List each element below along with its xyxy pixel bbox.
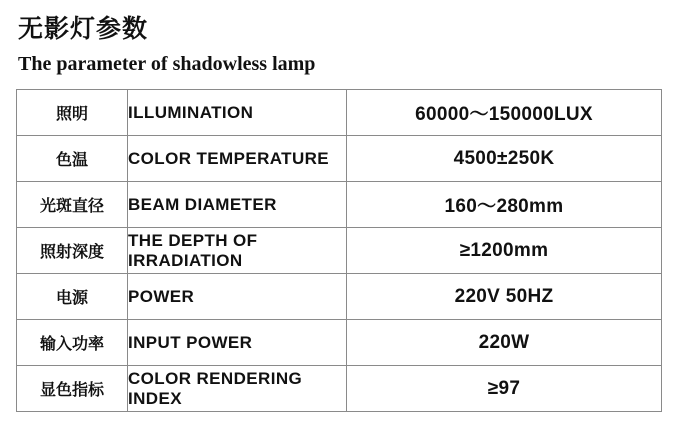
row-label-chinese: 色温 [17,136,128,182]
row-value: 4500±250K [347,136,662,182]
table-row [17,182,662,228]
row-label-english: COLOR RENDERING INDEX [128,366,347,412]
table-row [17,274,662,320]
table-body [17,90,662,412]
row-value: 220V 50HZ [347,274,662,320]
table-row [17,228,662,274]
specification-table [16,89,662,412]
row-value: 60000～150000LUX [347,90,662,136]
row-label-english: BEAM DIAMETER [128,182,347,228]
row-label-chinese: 电源 [17,274,128,320]
row-label-chinese: 光斑直径 [17,182,128,228]
page-title-english: The parameter of shadowless lamp [18,53,316,75]
row-label-chinese: 显色指标 [17,366,128,412]
table-row [17,90,662,136]
table-row [17,136,662,182]
row-label-english: POWER [128,274,347,320]
row-label-english: ILLUMINATION [128,90,347,136]
row-value: 160～280mm [347,182,662,228]
table-row [17,366,662,412]
row-label-english: COLOR TEMPERATURE [128,136,347,182]
row-value: ≥1200mm [347,228,662,274]
row-label-english: INPUT POWER [128,320,347,366]
row-value: ≥97 [347,366,662,412]
table-row [17,320,662,366]
row-label-chinese: 照射深度 [17,228,128,274]
page-title-chinese: 无影灯参数 [18,14,149,43]
row-value: 220W [347,320,662,366]
row-label-chinese: 照明 [17,90,128,136]
row-label-chinese: 输入功率 [17,320,128,366]
row-label-english: THE DEPTH OF IRRADIATION [128,228,347,274]
